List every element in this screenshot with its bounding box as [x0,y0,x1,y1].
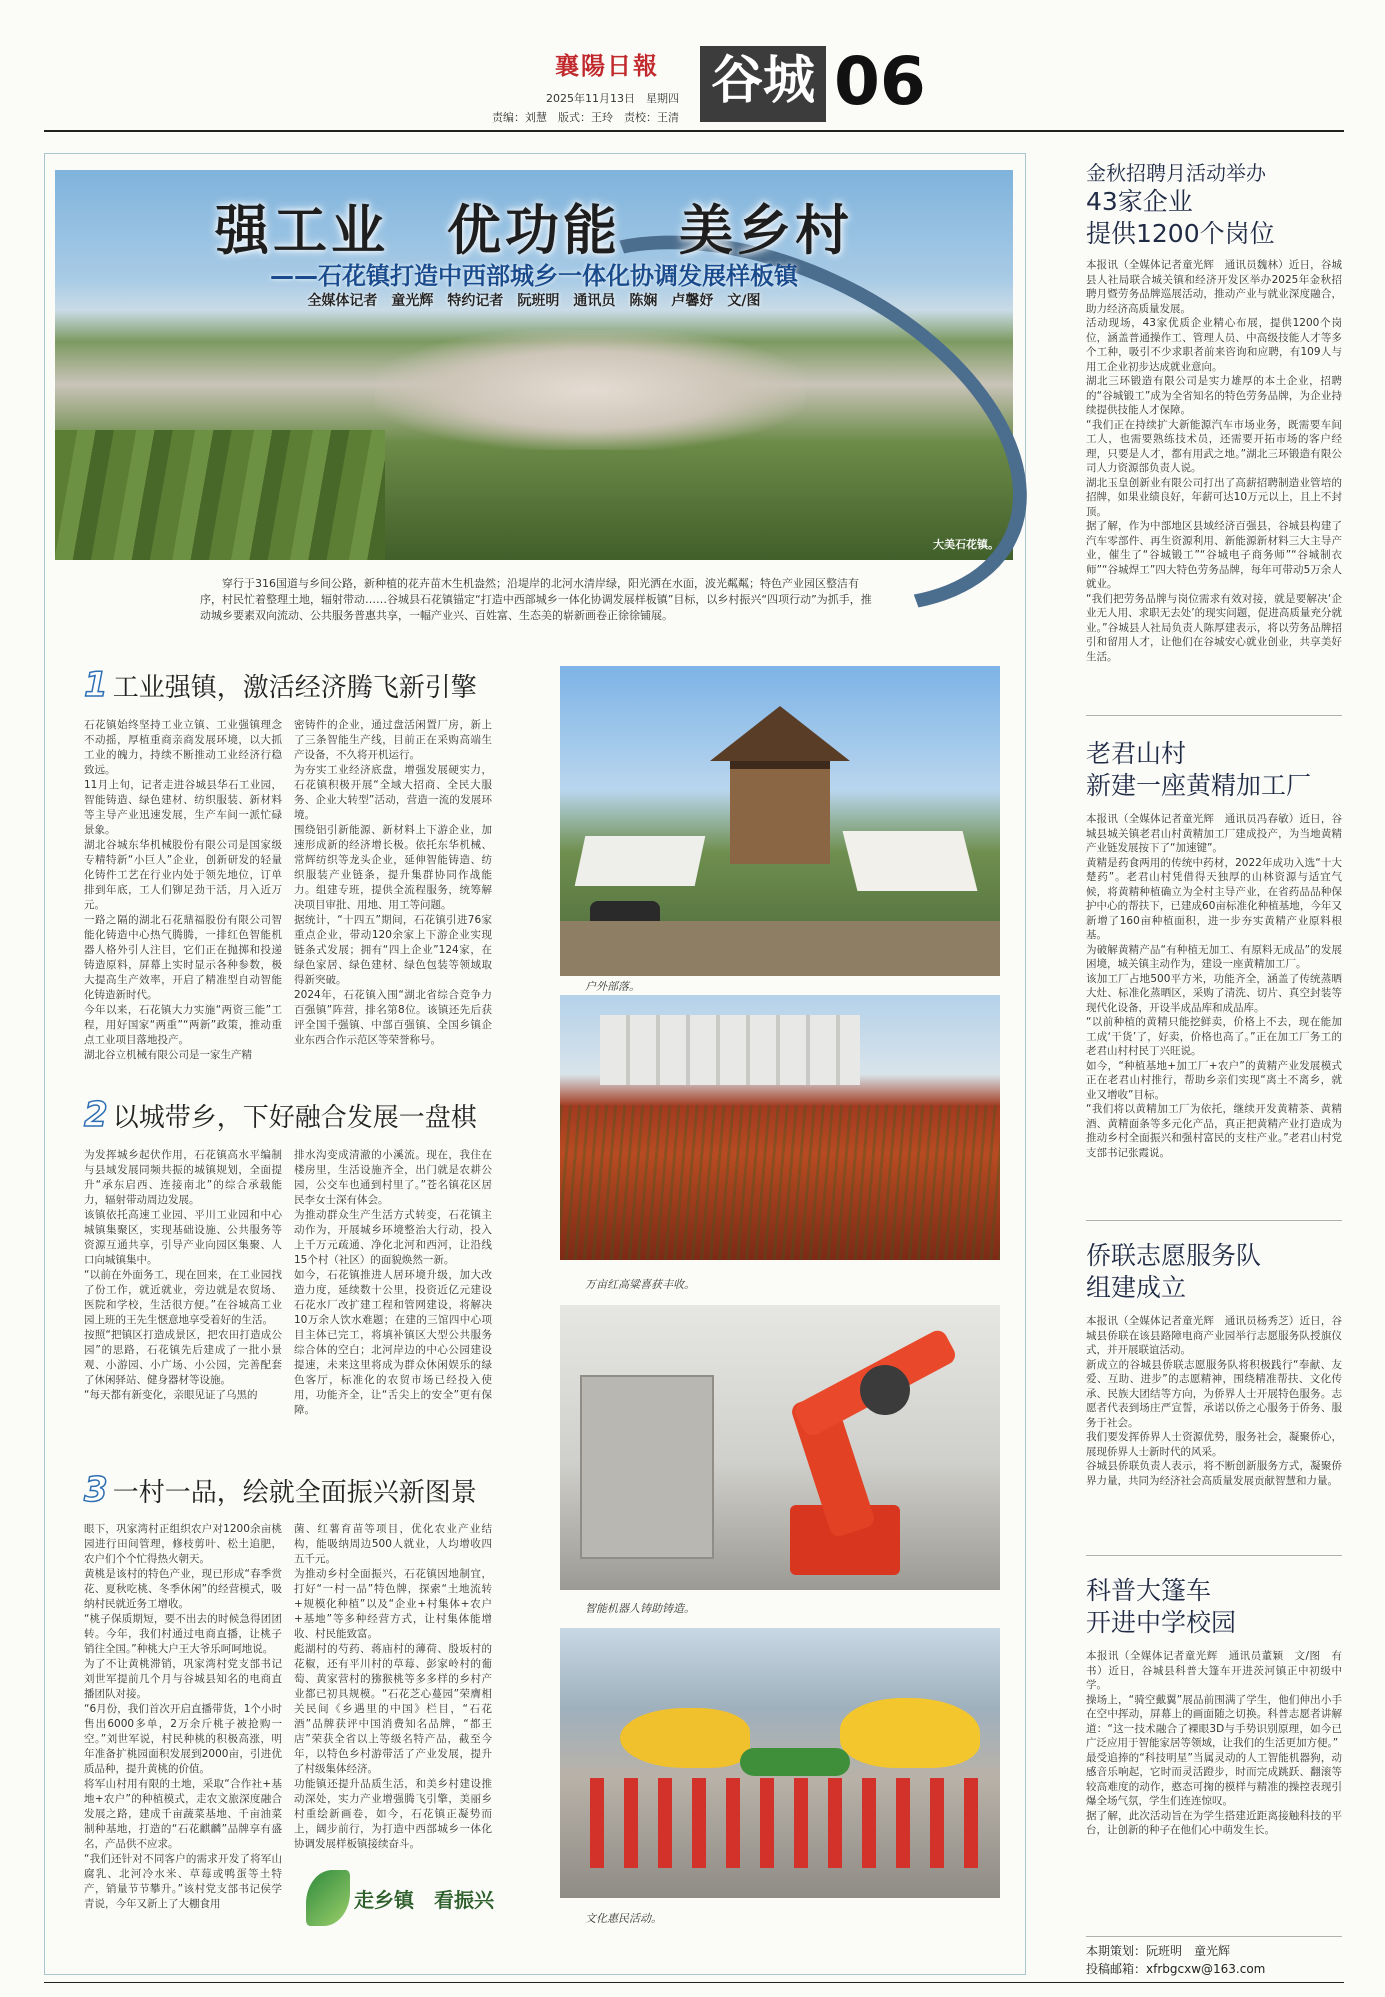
section-1-col-2: 密铸件的企业，通过盘活闲置厂房，新上了三条智能生产线，目前正在采购高端生产设备，不久将开机运行。 为夯实工业经济底盘，增强发展硬实力，石花镇积极开展“全域大招商、全民大服务、企业大转型”活动，营造一流的发展环境。 围绕铝引新能源、新材料上下游企业，加速形成新的经济增长极。依托东华机械、常辉纺织等龙头企业，延伸智能铸造、纺织服装产业链条，提升集群协同作战能力。组建专班，提供全流程服务，统筹解决项目审批、用地、用工等问题。 据统计，“十四五”期间，石花镇引进76家重点企业，带动120余家上下游企业实现链条式发展；拥有“四上企业”124家，在绿色家居、绿色建材、绿色包装等领域取得新突破。 2024年，石花镇入围“湖北省综合竞争力百强镇”阵营，排名第8位。该镇还先后获评全国千强镇、中部百强镇、全国乡镇企业东西合作示范区等荣誉称号。 [294,719,492,1046]
pavilion-body [730,761,830,864]
dragon-green [740,1748,850,1776]
article-2-title-line1: 老君山村 [1086,739,1187,768]
stamp-text: 走乡镇 看振兴 [354,1888,494,1912]
feature-subheadline: ——石花镇打造中西部城乡一体化协调发展样板镇 [270,262,798,290]
section-2-number: 2 [84,1095,108,1135]
article-3-title-line2: 组建成立 [1086,1273,1187,1302]
photo-caption-2: 万亩红高粱喜获丰收。 [585,1278,695,1291]
sidebar-separator-2 [1086,1220,1342,1221]
article-3-body: 本报讯（全媒体记者童光辉 通讯员杨秀芝）近日，谷城县侨联在该县路障电商产业园举行志愿服务队授旗仪式，并开展联谊活动。 新成立的谷城县侨联志愿服务队将积极践行“奉献、友爱、互助、进步”的志愿精神，围绕精准帮扶、文化传承、民族大团结等方向，为侨界人士开展特色服务。志愿者代表到场庄严宣誓，承诺以侨之心服务于侨务、服务于社会。 我们要发挥侨界人士资源优势，服务社会，凝聚侨心，展现侨界人士新时代的风采。 谷城县侨联负责人表示，将不断创新服务方式，凝聚侨界力量，共同为经济社会高质量发展贡献智慧和力量。 [1086,1315,1342,1487]
lion-dance-yellow [620,1708,750,1768]
feature-byline: 全媒体记者 童光辉 特约记者 阮班明 通讯员 陈娴 卢馨妤 文/图 [307,293,761,309]
article-1-kicker: 金秋招聘月活动举办 [1086,161,1266,185]
photo-caption-3: 智能机器人铸助铸造。 [585,1602,695,1615]
robot-cell-left [580,1375,714,1559]
article-1-title-line1: 43家企业 [1086,187,1193,216]
footer-planner: 本期策划：阮班明 童光辉 [1086,1944,1231,1958]
sidebar-article-3 [1086,1240,1342,1559]
hero-aerial-photo [55,170,1013,560]
article-4-title-line2: 开进中学校园 [1086,1608,1237,1637]
sidebar-separator-1 [1086,715,1342,716]
sidebar-footer-rule [1086,1936,1342,1937]
pavilion-tent-right [843,831,978,891]
section-1-col-1: 石花镇始终坚持工业立镇、工业强镇理念不动摇，厚植重商亲商发展环境，以大抓工业的魄力，持续不断推动工业经济行稳致远。 11月上旬，记者走进谷城县华石工业园，智能铸造、绿色建材、纺织服装、新材料等主导产业迅速发展，生产车间一派忙碌景象。 湖北谷城东华机械股份有限公司是国家级专精特新“小巨人”企业，创新研发的轻量化铸件工艺在行业内处于领先地位，订单排到年底，工人们铆足劲干活，月入近万元。 一路之隔的湖北石花鼎福股份有限公司智能化铸造中心热气腾腾，一排红色智能机器人格外引人注目，它们正在抛掷和投递铸造原料，屏幕上实时显示各种参数，极大提高生产效率，开启了精准型自动智能化铸造新时代。 今年以来，石花镇大力实施“两资三能”工程，用好国家“两重”“两新”政策，推动重点工业项目落地投产。 湖北谷立机械有限公司是一家生产精 [84,719,282,1061]
section-name-box: 谷城 [700,46,826,122]
stamp-leaf-icon [306,1870,350,1926]
article-4-body: 本报讯（全媒体记者童光辉 通讯员董颖 文/图 有书）近日，谷城县科普大篷车开进茨河镇正中初级中学。 操场上，“骑空戴翼”展品前围满了学生，他们伸出小手在空中挥动，屏幕上的画面随之切换。科普志愿者讲解道：“这一技术融合了裸眼3D与手势识别原理，如今已广泛应用于智能家居等领域，让我们的生活更加方便。” 最受追捧的“科技明星”当属灵动的人工智能机器狗，动感音乐响起，它时而灵活蹬步，时而完成跳跃、翻滚等较高难度的动作，憨态可掬的模样与精准的操控表现引爆全场气氛，学生们连连惊叹。 据了解，此次活动旨在为学生搭建近距离接触科技的平台，让创新的种子在他们心中萌发生长。 [1086,1650,1342,1836]
section-3-title: 一村一品，绘就全面振兴新图景 [112,1478,477,1508]
section-2-title: 以城带乡，下好融合发展一盘棋 [112,1103,477,1133]
section-3-number: 3 [84,1470,108,1510]
section-2-col-2: 排水沟变成清澈的小溪流。现在，我住在楼房里，生活设施齐全，出门就是农耕公园，公交车也通到村里了。”苍名镇花区居民李女士深有体会。 为推动群众生产生活方式转变，石花镇主动作为，开展城乡环境整治大行动，投入上千万元疏通、净化北河和西河，让沿线15个村（社区）的面貌焕然一新。 如今，石花镇推进人居环境升级，加大改造力度，延续数十公里，投资近亿元建设石花水厂改扩建工程和管网建设，将解决10万余人饮水难题；在建的三馆四中心项目主体已完工，将填补镇区大型公共服务综合体的空白；北河岸边的中心公园建设提速，未来这里将成为群众休闲娱乐的绿色客厅，标准化的农贸市场已经投入使用，功能齐全，让“舌尖上的安全”更有保障。 [294,1149,492,1416]
photo-industrial-robot [560,1305,1000,1590]
section-2-heading [84,1095,524,1135]
article-4-title-line1: 科普大篷车 [1086,1576,1212,1605]
lion-dance-yellow-2 [840,1698,980,1768]
pavilion-tent [575,836,706,886]
section-3-col-1: 眼下，巩家湾村正组织农户对1200余亩桃园进行田间管理，修枝剪叶、松土追肥，农户们个个忙得热火朝天。 黄桃是该村的特色产业，现已形成“春季赏花、夏秋吃桃、冬季休闲”的经营模式，吸纳村民就近务工增收。 “桃子保质期短，要不出去的时候急得团团转。今年，我们村通过电商直播，让桃子销往全国。”种桃大户王大爷乐呵呵地说。 为了不让黄桃滞销，巩家湾村党支部书记刘世军提前几个月与谷城县知名的电商直播团队对接。 “6月份，我们首次开启直播带货，1个小时售出6000多单，2万余斤桃子被抢购一空。”刘世军说，村民种桃的积极高涨，明年准备扩桃园面积发展到2000亩，引进优质品种，提升黄桃的价值。 将军山村用有限的土地，采取“合作社+基地+农户”的种植模式，走农文旅深度融合发展之路，建成千亩蔬菜基地、千亩油菜制种基地，打造的“石花麒麟”品牌享有盛名，产品供不应求。 “我们还针对不同客户的需求开发了将军山腐乳、北河冷水米、草莓或鸭蛋等土特产，销量节节攀升。”该村党支部书记侯学青说，今年又新上了大棚食用 [84,1523,282,1910]
photo-caption-1: 户外部落。 [585,980,640,993]
section-2-col-1: 为发挥城乡起伏作用，石花镇高水平编制与县域发展同频共振的城镇规划，全面提升“承东启西、连接南北”的综合承载能力，辐射带动周边发展。 该镇依托高速工业园、平川工业园和中心城镇集聚区，实现基础设施、公共服务等资源互通共享，引导产业向园区集聚、人口向城镇集中。 “以前在外面务工，现在回来，在工业园找了份工作，就近就业，旁边就是农贸场、医院和学校，生活很方便。”在谷城高工业园上班的王先生惬意地享受着好的生活。 按照“把镇区打造成景区，把农田打造成公园”的思路，石花镇先后建成了一批小景观、小游园、小广场、小公园，完善配套了休闲驿站、健身器材等设施。 “每天都有新变化，亲眼见证了乌黑的 [84,1149,282,1401]
photo-sorghum-field [560,995,1000,1260]
storage-silos [600,1015,860,1085]
pavilion-roof [710,706,850,761]
robot-joint [860,1365,910,1415]
footer-email: 投稿邮箱：xfrbgcxw@163.com [1086,1962,1266,1976]
photo-outdoor-pavilion [560,666,1000,976]
article-3-title-line1: 侨联志愿服务队 [1086,1241,1262,1270]
section-1-number: 1 [84,665,108,705]
feature-lead: 穿行于316国道与乡间公路，新种植的花卉苗木生机盎然；沿堤岸的北河水清岸绿，阳光洒在水面，波光粼粼；特色产业园区整洁有序，村民忙着整理土地，辐射带动……谷城县石花镇锚定“打造中西部城乡一体化协调发展样板镇”目标，以乡村振兴“四项行动”为抓手，推动城乡要素双向流动、公共服务普惠共享，一幅产业兴、百姓富、生态美的崭新画卷正徐徐铺展。 [200,577,872,622]
masthead-logo: 襄陽日報 [555,51,659,80]
hero-caption: 大美石花镇。 [933,538,999,551]
feature-headline: 强工业 优功能 美乡村 [215,199,853,262]
hero-fields [55,430,385,560]
sidebar-article-4 [1086,1575,1342,1954]
sidebar-separator-3 [1086,1555,1342,1556]
ground-terrace [560,921,1000,976]
editors-line: 责编：刘慧 版式：王玲 责校：王清 [492,111,679,124]
sidebar-article-1 [1086,160,1342,698]
section-3-heading [84,1470,524,1510]
sidebar-article-2 [1086,738,1342,1217]
article-1-title-line2: 提供1200个岗位 [1086,219,1275,248]
section-3-col-2: 菌、红薯育苗等项目，优化农业产业结构，能吸纳周边500人就业，人均增收四五千元。 为推动乡村全面振兴，石花镇因地制宜，打好“一村一品”特色牌，探索“土地流转+规模化种植”以及“企业+村集体+农户+基地”等多种经营方式，让村集体能增收、村民能致富。 彪湖村的芍药、蒋庙村的薄荷、殷坂村的花椒，还有平川村的草莓、彭家岭村的葡萄、黄家营村的猕猴桃等多多样的乡村产业都已初具规模。“石花芝心蔓园”荣膺相关民间《乡遇里的中国》栏目，“石花酒”品牌获评中国消费知名品牌，“都王店”荣获全省以上等级名特产品，截至今年，以特色乡村游带活了产业发展，提升了村级集体经济。 功能镇还提升品质生活，和美乡村建设推动深处，实力产业增强腾飞引擎，美丽乡村重绘新画卷，如今，石花镇正凝势而上，阔步前行，为打造中西部城乡一体化协调发展样板镇接续奋斗。 [294,1523,492,1850]
section-1-heading [84,665,524,705]
photo-caption-4: 文化惠民活动。 [585,1912,662,1925]
page-number: 06 [834,43,926,120]
article-2-body: 本报讯（全媒体记者童光辉 通讯员冯春敏）近日，谷城县城关镇老君山村黄精加工厂建成投产，为当地黄精产业链发展按下了“加速键”。 黄精是药食两用的传统中药材，2022年成功入选“十大楚药”。老君山村凭借得天独厚的山林资源与适宜气候，将黄精种植确立为全村主导产业，在省药品品种保护中心的帮扶下，已建成60亩标准化种植基地，今年又新增了160亩种植面积，进一步夯实黄精产业原料根基。 为破解黄精产品“有种植无加工、有原料无成品”的发展困境，城关镇主动作为，建设一座黄精加工厂。 该加工厂占地500平方米，功能齐全，涵盖了传统蒸晒大灶、标准化蒸晒区，采购了清洗、切片、真空封装等现代化设备，开设半成品库和成品库。 “以前种植的黄精只能挖鲜卖，价格上不去，现在能加工成‘干货’了，好卖，价格也高了。”正在加工厂务工的老君山村村民丁兴旺说。 如今，“种植基地+加工厂+农户”的黄精产业发展模式正在老君山村推行，帮助乡亲们实现“离土不离乡，就业又增收”目标。 “我们将以黄精加工厂为依托，继续开发黄精茶、黄精酒、黄精面条等多元化产品，真正把黄精产业打造成为推动乡村全面振兴和强村富民的支柱产业。”老君山村党支部书记张霞说。 [1086,813,1342,1159]
issue-date: 2025年11月13日 星期四 [546,92,679,105]
rural-revitalization-stamp [300,1862,510,1932]
page-bottom-rule [44,1982,1344,1983]
photo-cultural-performance [560,1628,1000,1898]
performers-red [590,1778,980,1868]
section-1-title: 工业强镇，激活经济腾飞新引擎 [112,673,477,703]
article-2-title-line2: 新建一座黄精加工厂 [1086,771,1312,800]
masthead-rule [44,130,1344,132]
sorghum-rows [560,1105,1000,1260]
article-1-body: 本报讯（全媒体记者童光辉 通讯员魏林）近日，谷城县人社局联合城关镇和经济开发区举办2025年金秋招聘月暨劳务品牌巡展活动，推动产业与就业深度融合，助力经济高质量发展。 活动现场，43家优质企业精心布展，提供1200个岗位，涵盖普通操作工、管理人员、中高级技能人才等多个工种，吸引不少求职者前来咨询和应聘，有109人与用工企业初步达成就业意向。 湖北三环锻造有限公司是实力雄厚的本土企业，招聘的“谷城锻工”成为全省知名的特色劳务品牌，为企业持续提供技能人才保障。 “我们正在持续扩大新能源汽车市场业务，既需要车间工人，也需要熟练技术员，还需要开拓市场的客户经理，只要是人才，都有用武之地。”湖北三环锻造有限公司人力资源部负责人说。 湖北玉皇创新业有限公司打出了高薪招聘制造业管培的招牌，如果业绩良好，年薪可达10万元以上，且上不封顶。 据了解，作为中部地区县域经济百强县，谷城县构建了汽车零部件、再生资源利用、新能源新材料三大主导产业，催生了“谷城锻工”“谷城电子商务师”“谷城制衣师”“谷城焊工”四大特色劳务品牌，每年可带动5万余人就业。 “我们把劳务品牌与岗位需求有效对接，就是要解决‘企业无人用、求职无去处’的现实问题，促进高质量充分就业。”谷城县人社局负责人陈厚建表示，将以劳务品牌招引和留用人才，让他们在谷城安心就业创业，共享美好生活。 [1086,259,1342,663]
